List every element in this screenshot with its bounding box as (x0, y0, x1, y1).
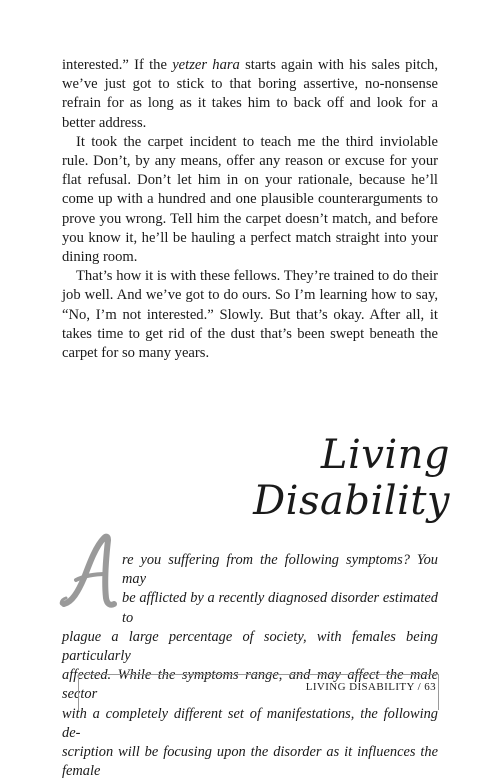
intro-line: affected. While the symptoms range, and may affect the male sector (62, 667, 438, 703)
chapter-intro (62, 551, 438, 781)
intro-line: plague a large percentage of society, with females being particularly (62, 628, 438, 665)
yetzer-hara-term: yetzer hara (172, 57, 240, 73)
running-head: LIVING DISABILITY / 63 (305, 681, 436, 693)
intro-line: be afflicted by a recently diagnosed disorder estimated to (122, 590, 438, 626)
footer-right-rule (438, 674, 439, 710)
paragraph-1-start: interested.” If the (62, 57, 173, 73)
body-text (62, 56, 438, 363)
intro-line: with a completely different set of manifestations, the following de- (62, 705, 438, 741)
paragraph-3: That’s how it is with these fellows. They’re trained to do their job well. And we’ve got to do ours. So I’m learning how to say, “No, I’m not interested.” Slowly. But that’s okay. After all, it takes time to get rid of the dust that’s been swept beneath the carpet for so many years. (62, 268, 438, 362)
paragraph-1-end: starts again with his sales pitch, we’ve just got to stick to that boring assertive, no-nonsense refrain for as long as it takes him to back off and look for a better address. (62, 57, 438, 131)
intro-line: scription will be focusing upon the disorder as it influences the female (62, 744, 438, 780)
footer-rule (78, 674, 438, 675)
paragraph-1 (62, 56, 438, 133)
footer-left-rule (78, 674, 79, 710)
intro-line: re you suffering from the following symptoms? You may (122, 552, 438, 588)
paragraph-2: It took the carpet incident to teach me the third inviolable rule. Don’t, by any means, offer any reason or excuse for your flat refusal. Don’t let him in on your rationale, because he’ll come up with a hundred and one plausible counterarguments to prove you wrong. Tell him the carpet doesn’t match, and before you know it, he’ll be hauling a perfect match straight into your dining room. (62, 133, 438, 266)
chapter-title: Living Disability (253, 432, 450, 524)
